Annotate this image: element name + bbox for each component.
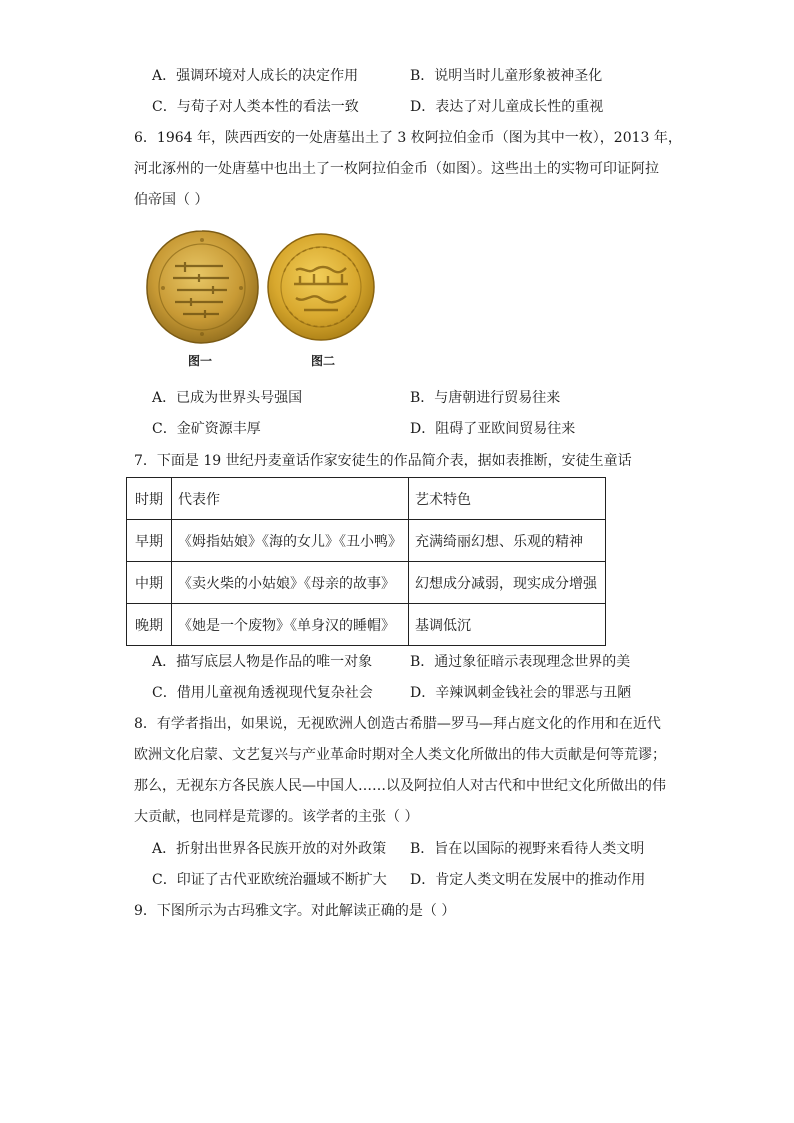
table-cell: 晚期 [127,604,172,646]
q7-stem: 7．下面是 19 世纪丹麦童话作家安徒生的作品简介表，据如表推断，安徒生童话 [134,453,632,469]
q7-option-b: B．通过象征暗示表现理念世界的美 [410,654,631,670]
q8-option-d: D．肯定人类文明在发展中的推动作用 [410,872,646,888]
q6-option-d: D．阻碍了亚欧间贸易往来 [410,421,576,437]
table-cell: 《姆指姑娘》《海的女儿》《丑小鸭》 [172,520,409,562]
q9-stem: 9．下图所示为古玛雅文字。对此解读正确的是（ ） [134,903,456,919]
figure-caption-2: 图二 [311,354,336,368]
q5-option-b: B．说明当时儿童形象被神圣化 [410,68,603,84]
q8-option-a: A．折射出世界各民族开放的对外政策 [152,841,387,857]
q8-stem-line-3: 那么，无视东方各民族人民—中国人……以及阿拉伯人对古代和中世纪文化所做出的伟 [134,778,666,794]
arabic-gold-coin-1-icon [143,228,261,346]
q7-option-d: D．辛辣讽刺金钱社会的罪恶与丑陋 [410,685,632,701]
q8-option-c: C．印证了古代亚欧统治疆域不断扩大 [152,872,387,888]
table-cell: 幻想成分减弱，现实成分增强 [409,562,606,604]
table-header-cell: 代表作 [172,478,409,520]
q5-option-a: A．强调环境对人成长的决定作用 [152,68,359,84]
table-row [127,604,606,646]
table-header-cell: 时期 [127,478,172,520]
q6-stem-line-1: 6．1964 年，陕西西安的一处唐墓出土了 3 枚阿拉伯金币（图为其中一枚），2013 年， [134,130,682,146]
q8-option-b: B．旨在以国际的视野来看待人类文明 [410,841,645,857]
table-row [127,520,606,562]
q5-option-c: C．与荀子对人类本性的看法一致 [152,99,359,115]
q7-option-c: C．借用儿童视角透视现代复杂社会 [152,685,373,701]
q6-stem-line-2: 河北涿州的一处唐墓中也出土了一枚阿拉伯金币（如图）。这些出土的实物可印证阿拉 [134,161,659,177]
table-cell: 中期 [127,562,172,604]
figure-caption-1: 图一 [188,354,213,368]
table-cell: 基调低沉 [409,604,606,646]
q8-stem-line-1: 8．有学者指出，如果说，无视欧洲人创造古希腊—罗马—拜占庭文化的作用和在近代 [134,716,661,732]
q6-option-b: B．与唐朝进行贸易往来 [410,390,561,406]
q5-option-d: D．表达了对儿童成长性的重视 [410,99,604,115]
table-cell: 《卖火柴的小姑娘》《母亲的故事》 [172,562,409,604]
q6-stem-line-3: 伯帝国（ ） [134,192,209,208]
coin-image-1 [143,228,261,350]
coin-image-2 [266,232,376,346]
q8-stem-line-4: 大贡献，也同样是荒谬的。该学者的主张（ ） [134,809,419,825]
table-cell: 早期 [127,520,172,562]
q7-option-a: A．描写底层人物是作品的唯一对象 [152,654,373,670]
table-header-cell: 艺术特色 [409,478,606,520]
q8-stem-line-2: 欧洲文化启蒙、文艺复兴与产业革命时期对全人类文化所做出的伟大贡献是何等荒谬； [134,747,666,763]
q6-option-c: C．金矿资源丰厚 [152,421,261,437]
arabic-gold-coin-2-icon [266,232,376,342]
table-row [127,562,606,604]
table-header-row [127,478,606,520]
q6-option-a: A．已成为世界头号强国 [152,390,303,406]
table-cell: 《她是一个废物》《单身汉的睡帽》 [172,604,409,646]
andersen-works-table [126,477,606,646]
table-cell: 充满绮丽幻想、乐观的精神 [409,520,606,562]
